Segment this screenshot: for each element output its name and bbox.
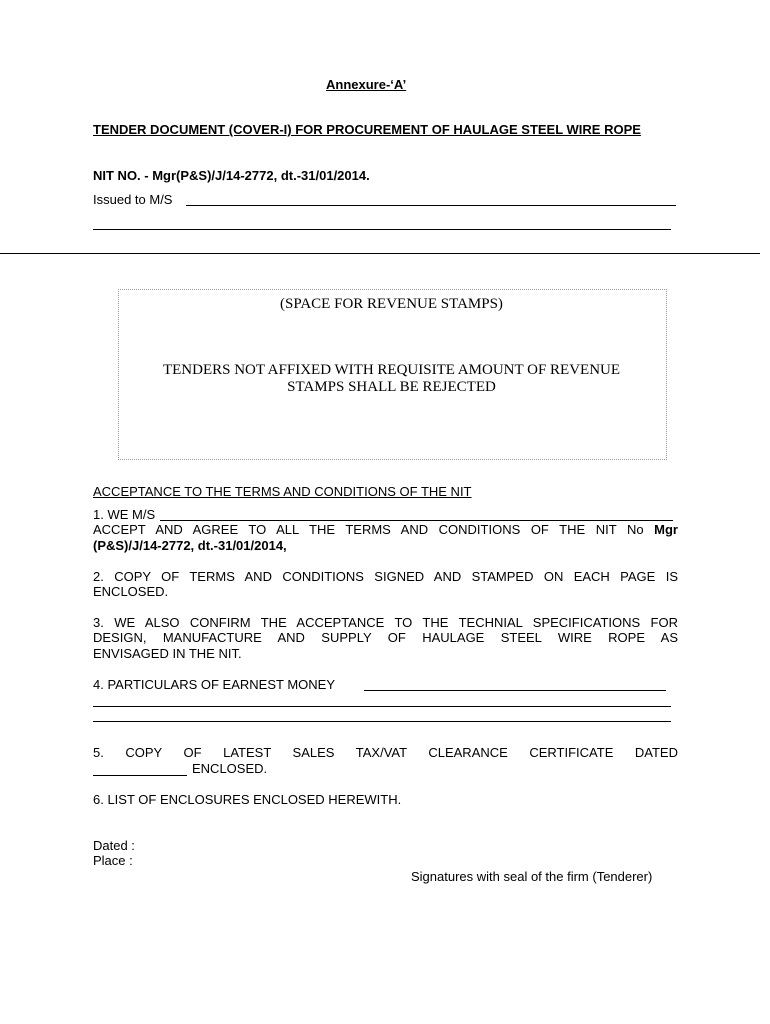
stamp-box-heading: (SPACE FOR REVENUE STAMPS) (280, 296, 503, 312)
item1-line1 (93, 522, 678, 537)
item4-line (364, 690, 666, 691)
stamp-notice-line-2: STAMPS SHALL BE REJECTED (287, 379, 496, 395)
item2-line2: ENCLOSED. (93, 584, 169, 599)
document-title (93, 122, 673, 138)
dated-label: Dated : (93, 838, 135, 853)
item5-line1: 5. COPY OF LATEST SALES TAX/VAT CLEARANCE CERTIFICATE DATED (93, 745, 678, 760)
annexure-title: Annexure-‘A’ (326, 77, 407, 92)
item2-line1: 2. COPY OF TERMS AND CONDITIONS SIGNED AND STAMPED ON EACH PAGE IS (93, 569, 678, 584)
item6: 6. LIST OF ENCLOSURES ENCLOSED HEREWITH. (93, 792, 402, 807)
item5-date-line (93, 775, 187, 776)
item1-line1-text: ACCEPT AND AGREE TO ALL THE TERMS AND CONDITIONS OF THE NIT No (93, 522, 644, 537)
item4-line-3 (93, 721, 671, 722)
section-divider (0, 253, 760, 254)
nit-number: NIT NO. - Mgr(P&S)/J/14-2772, dt.-31/01/2014. (93, 168, 370, 183)
item4-line-2 (93, 706, 671, 707)
issued-to-label: Issued to M/S (93, 192, 173, 207)
item3-line3: ENVISAGED IN THE NIT. (93, 646, 242, 661)
item1-line1-bold: Mgr (654, 522, 678, 537)
item3-line2: DESIGN, MANUFACTURE AND SUPPLY OF HAULAGE STEEL WIRE ROPE AS (93, 630, 678, 645)
issued-to-line-2 (93, 229, 671, 230)
signature-label: Signatures with seal of the firm (Tenderer) (411, 869, 653, 884)
issued-to-line (186, 205, 676, 206)
document-title-text: TENDER DOCUMENT (COVER-I) FOR PROCUREMENT OF HAULAGE STEEL WIRE ROPE (93, 122, 641, 137)
item5-line2: ENCLOSED. (192, 761, 268, 776)
item1-name-line (160, 520, 673, 521)
item4-label: 4. PARTICULARS OF EARNEST MONEY (93, 677, 335, 692)
place-label: Place : (93, 853, 133, 868)
item1-label: 1. WE M/S (93, 507, 156, 522)
acceptance-heading: ACCEPTANCE TO THE TERMS AND CONDITIONS OF THE NIT (93, 484, 472, 499)
item3-line1: 3. WE ALSO CONFIRM THE ACCEPTANCE TO THE TECHNIAL SPECIFICATIONS FOR (93, 615, 678, 630)
stamp-notice-line-1: TENDERS NOT AFFIXED WITH REQUISITE AMOUNT OF REVENUE (162, 362, 621, 378)
item1-line2: (P&S)/J/14-2772, dt.-31/01/2014, (93, 538, 287, 553)
